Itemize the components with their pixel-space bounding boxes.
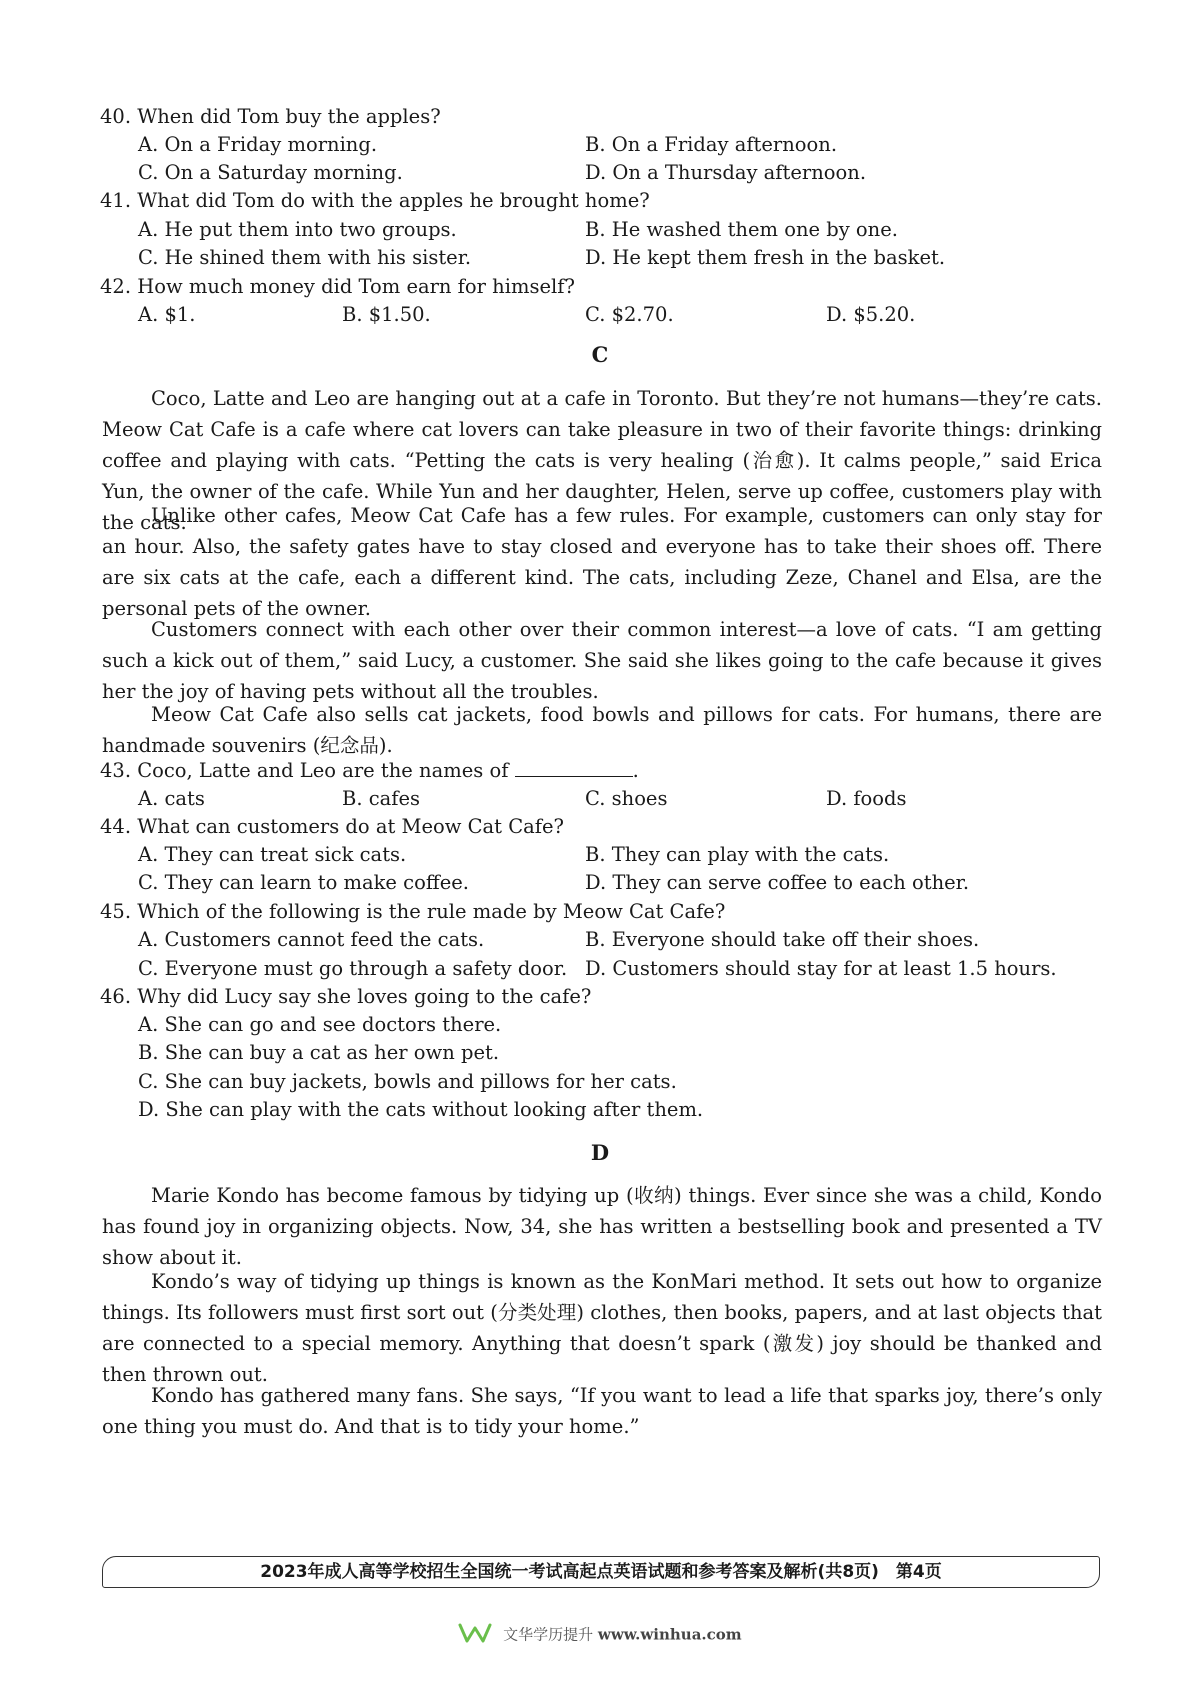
q43-option-d: D. foods [826,787,907,810]
section-d-paragraph-1: Marie Kondo has become famous by tidying up (收纳) things. Ever since she was a child, Kondo has found joy in organizing objects. Now, 34, she has written a bestselling book and presented a TV show about it. [102,1184,1102,1269]
question-46-stem: 46. Why did Lucy say she loves going to the cafe? [100,985,592,1008]
q46-option-c: C. She can buy jackets, bowls and pillows for her cats. [138,1070,677,1093]
q44-option-b: B. They can play with the cats. [585,843,890,866]
question-43-stem [100,757,639,785]
question-40-stem: 40. When did Tom buy the apples? [100,105,441,128]
q41-option-d: D. He kept them fresh in the basket. [585,246,946,269]
q42-option-c: C. $2.70. [585,303,674,326]
q41-option-c: C. He shined them with his sister. [138,246,472,269]
q43-option-b: B. cafes [342,787,421,810]
q43-option-a: A. cats [138,787,205,810]
brand-url[interactable]: www.winhua.com [597,1625,742,1644]
q40-option-d: D. On a Thursday afternoon. [585,161,867,184]
q40-option-b: B. On a Friday afternoon. [585,133,838,156]
q45-option-d: D. Customers should stay for at least 1.5 hours. [585,957,1057,980]
section-d-paragraph-2: Kondo’s way of tidying up things is known as the KonMari method. It sets out how to organize things. Its followers must first sort out (分类处理) clothes, then books, papers, and at last objects that are connected to a special memory. Anything that doesn’t spark (激发) joy should be thanked and then thrown out. [102,1270,1102,1386]
section-c-paragraph-4: Meow Cat Cafe also sells cat jackets, food bowls and pillows for cats. For humans, there are handmade souvenirs (纪念品). [102,703,1102,757]
q40-option-c: C. On a Saturday morning. [138,161,403,184]
section-c-heading: C [591,342,609,367]
q46-option-d: D. She can play with the cats without looking after them. [138,1098,704,1121]
section-c-paragraph-2: Unlike other cafes, Meow Cat Cafe has a few rules. For example, customers can only stay for an hour. Also, the safety gates have to stay closed and everyone has to take their shoes off. There are six cats at the cafe, each a different kind. The cats, including Zeze, Chanel and Elsa, are the personal pets of the owner. [102,504,1102,620]
q42-option-a: A. $1. [138,303,196,326]
q43-stem-text: 43. Coco, Latte and Leo are the names of [100,759,509,782]
q46-option-a: A. She can go and see doctors there. [138,1013,502,1036]
section-c-paragraph-1: Coco, Latte and Leo are hanging out at a cafe in Toronto. But they’re not humans—they’re cats. Meow Cat Cafe is a cafe where cat lovers can take pleasure in two of their favorite things: drinking coffee and playing with cats. “Petting the cats is very healing (治愈). It calms people,” said Erica Yun, the owner of the cafe. While Yun and her daughter, Helen, serve up coffee, customers play with the cats. [102,387,1102,534]
answer-blank [515,758,633,777]
q44-option-c: C. They can learn to make coffee. [138,871,469,894]
q42-option-b: B. $1.50. [342,303,431,326]
q46-option-b: B. She can buy a cat as her own pet. [138,1041,500,1064]
q44-option-a: A. They can treat sick cats. [138,843,407,866]
winhua-logo-icon [458,1622,492,1648]
brand-watermark [0,1622,1200,1648]
q41-option-a: A. He put them into two groups. [138,218,457,241]
question-41-stem: 41. What did Tom do with the apples he brought home? [100,189,650,212]
q42-option-d: D. $5.20. [826,303,916,326]
section-c-paragraph-3: Customers connect with each other over their common interest—a love of cats. “I am getting such a kick out of them,” said Lucy, a customer. She said she likes going to the cafe because it gives her the joy of having pets without all the troubles. [102,618,1102,703]
section-d-heading: D [590,1140,610,1165]
q41-option-b: B. He washed them one by one. [585,218,898,241]
q45-option-a: A. Customers cannot feed the cats. [138,928,485,951]
q45-option-c: C. Everyone must go through a safety door. [138,957,568,980]
question-45-stem: 45. Which of the following is the rule made by Meow Cat Cafe? [100,900,726,923]
q44-option-d: D. They can serve coffee to each other. [585,871,970,894]
q45-option-b: B. Everyone should take off their shoes. [585,928,980,951]
section-d-paragraph-3: Kondo has gathered many fans. She says, “If you want to lead a life that sparks joy, there’s only one thing you must do. And that is to tidy your home.” [102,1384,1102,1438]
question-44-stem: 44. What can customers do at Meow Cat Cafe? [100,815,564,838]
question-42-stem: 42. How much money did Tom earn for himself? [100,275,575,298]
brand-name: 文华学历提升 [503,1625,594,1644]
q43-stem-end: . [632,759,639,782]
q43-option-c: C. shoes [585,787,668,810]
q40-option-a: A. On a Friday morning. [138,133,378,156]
page-footer: 2023年成人高等学校招生全国统一考试高起点英语试题和参考答案及解析(共8页) 第4页 [102,1556,1100,1588]
